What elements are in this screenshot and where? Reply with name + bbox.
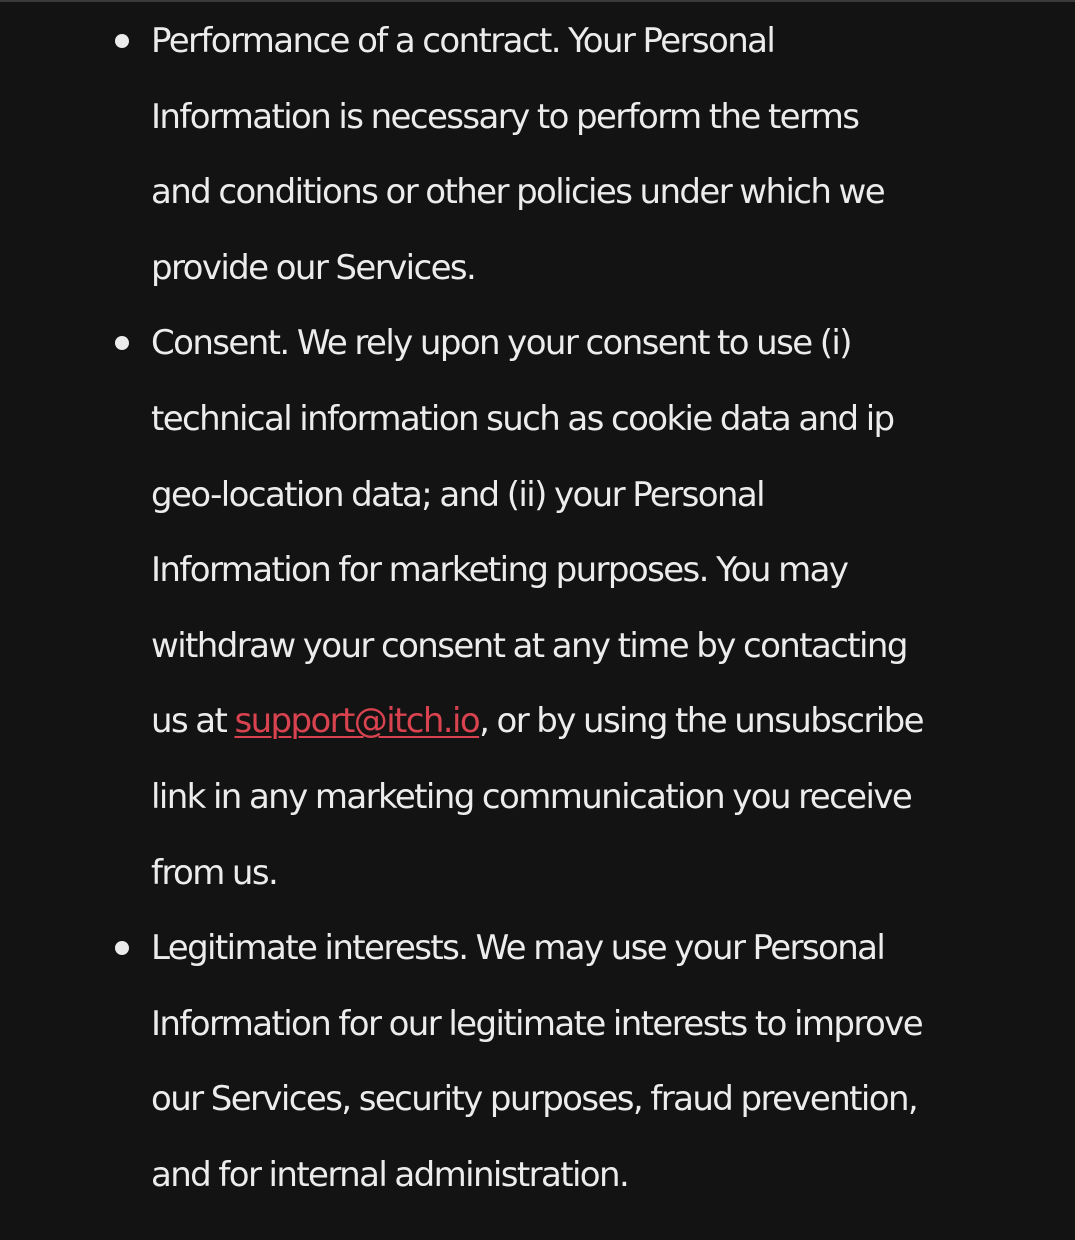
consent-text-before: Consent. We rely upon your consent to use (i) technical information such as cookie data and ip geo-location data; and (ii) your Personal Information for marketing purposes. You may withdraw your consent at any time by contacting us at [151,323,907,742]
legal-basis-list [0,4,924,1214]
list-item-legitimate-interests [151,911,924,1213]
policy-content [0,4,1075,1240]
legitimate-interests-text: Legitimate interests. We may use your Personal Information for our legitimate interests to improve our Services, security purposes, fraud prevention, and for internal administration. [151,928,923,1195]
bullet-icon [115,336,129,350]
top-border [0,0,1075,2]
bullet-icon [115,941,129,955]
list-item-contract [151,4,924,306]
bullet-icon [115,34,129,48]
contract-text: Performance of a contract. Your Personal Information is necessary to perform the terms and conditions or other policies under which we provide our Services. [151,21,885,288]
list-item-consent [151,306,924,911]
support-email-link[interactable]: support@itch.io [234,701,480,742]
consent-text-after: , or by using the unsubscribe link in any marketing communication you receive from us. [151,701,923,893]
